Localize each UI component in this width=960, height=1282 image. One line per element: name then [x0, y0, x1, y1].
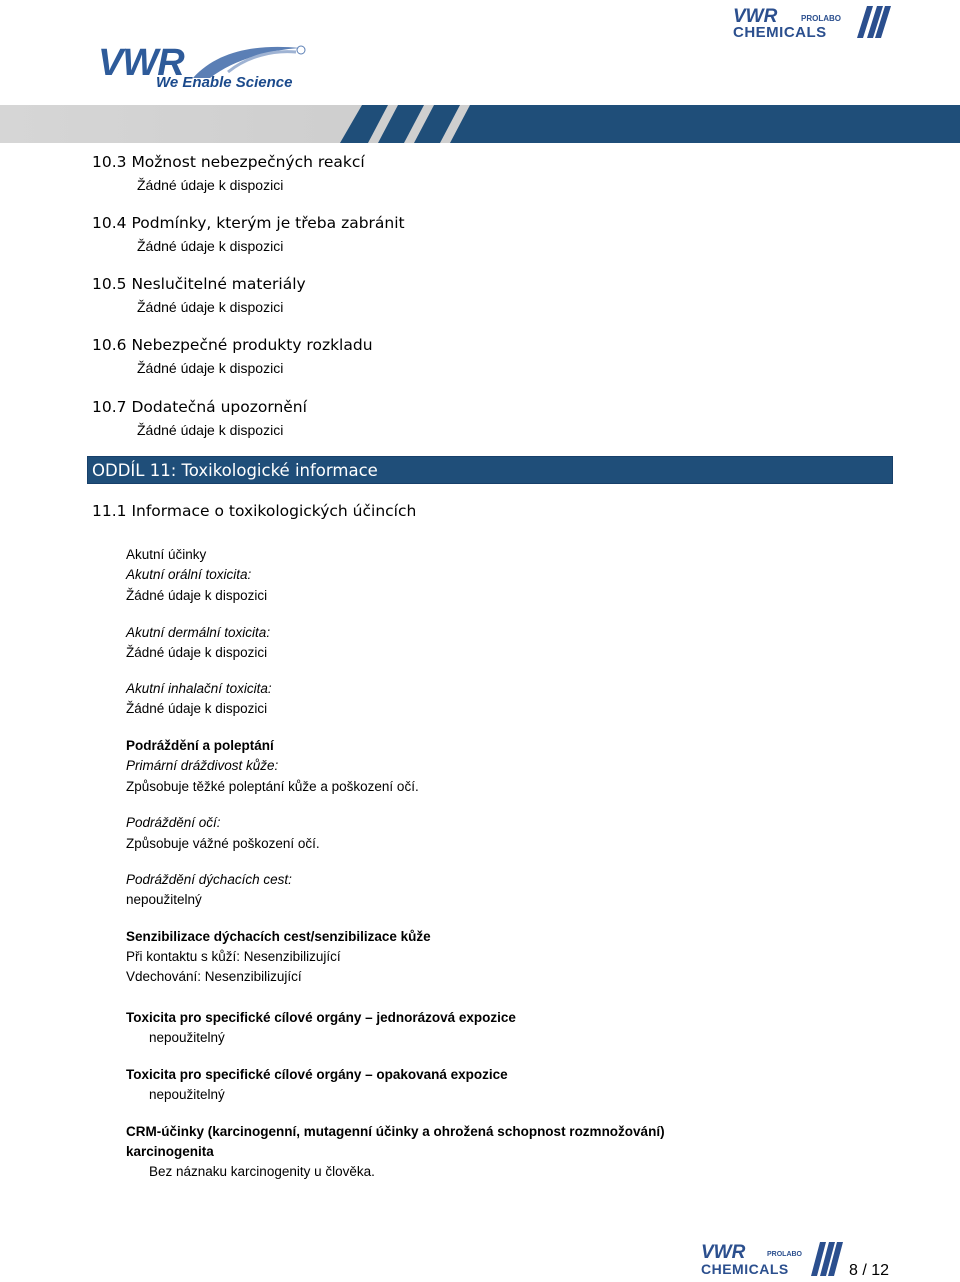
- section-heading: 10.3 Možnost nebezpečných reakcí: [92, 153, 365, 171]
- acute-inhal-value: Žádné údaje k dispozici: [126, 701, 268, 716]
- section-heading: 10.7 Dodatečná upozornění: [92, 398, 307, 416]
- irritation-title: Podráždění a poleptání: [126, 738, 274, 753]
- section-value: Žádné údaje k dispozici: [137, 238, 284, 254]
- section-band-11: [87, 456, 893, 484]
- section-heading: 10.5 Neslučitelné materiály: [92, 275, 306, 293]
- header-chevrons: [340, 105, 960, 143]
- acute-dermal-value: Žádné údaje k dispozici: [126, 645, 268, 660]
- sensitization-skin: Při kontaktu s kůží: Nesenzibilizující: [126, 949, 341, 964]
- logo-subword: CHEMICALS: [701, 1261, 789, 1277]
- section-band-title: ODDÍL 11: Toxikologické informace: [92, 461, 378, 480]
- section-heading: 10.6 Nebezpečné produkty rozkladu: [92, 336, 373, 354]
- cmr-value: Bez náznaku karcinogenity u člověka.: [149, 1164, 375, 1179]
- section-heading: 10.4 Podmínky, kterým je třeba zabránit: [92, 214, 405, 232]
- logo-wordmark: VWR: [733, 6, 778, 27]
- skin-irritation-value: Způsobuje těžké poleptání kůže a poškození očí.: [126, 779, 419, 794]
- page-number: 8 / 12: [849, 1262, 890, 1279]
- logo-badge: PROLABO: [801, 14, 841, 23]
- logo-stripes-icon: [811, 1242, 843, 1276]
- logo-wordmark: VWR: [701, 1242, 746, 1263]
- subsection-heading-11-1: 11.1 Informace o toxikologických účincích: [92, 502, 417, 520]
- resp-irritation-value: nepoužitelný: [126, 892, 202, 907]
- cmr-subtitle: karcinogenita: [126, 1144, 214, 1159]
- stot-repeat-title: Toxicita pro specifické cílové orgány – opakovaná expozice: [126, 1067, 508, 1082]
- resp-irritation-label: Podráždění dýchacích cest:: [126, 872, 292, 887]
- stot-single-value: nepoužitelný: [149, 1030, 225, 1045]
- cmr-title: CRM-účinky (karcinogenní, mutagenní účinky a ohrožená schopnost rozmnožování): [126, 1124, 665, 1139]
- skin-irritation-label: Primární dráždivost kůže:: [126, 758, 279, 773]
- vwr-main-logo: [98, 38, 313, 98]
- vwr-chemicals-logo-footer: [701, 1242, 843, 1278]
- acute-oral-value: Žádné údaje k dispozici: [126, 588, 268, 603]
- eye-irritation-value: Způsobuje vážné poškození očí.: [126, 836, 320, 851]
- eye-irritation-label: Podráždění očí:: [126, 815, 221, 830]
- section-value: Žádné údaje k dispozici: [137, 360, 284, 376]
- acute-dermal-label: Akutní dermální toxicita:: [126, 625, 271, 640]
- stot-single-title: Toxicita pro specifické cílové orgány – jednorázová expozice: [126, 1010, 516, 1025]
- vwr-chemicals-logo-header: [733, 6, 893, 40]
- section-value: Žádné údaje k dispozici: [137, 422, 284, 438]
- acute-effects-title: Akutní účinky: [126, 547, 207, 562]
- section-value: Žádné údaje k dispozici: [137, 177, 284, 193]
- stot-repeat-value: nepoužitelný: [149, 1087, 225, 1102]
- logo-tagline: We Enable Science: [156, 74, 293, 91]
- sensitization-title: Senzibilizace dýchacích cest/senzibilizace kůže: [126, 929, 431, 944]
- acute-oral-label: Akutní orální toxicita:: [126, 567, 252, 582]
- logo-subword: CHEMICALS: [733, 24, 827, 41]
- logo-wordmark: VWR: [98, 42, 184, 84]
- sensitization-inhalation: Vdechování: Nesenzibilizující: [126, 969, 302, 984]
- logo-badge: PROLABO: [767, 1251, 802, 1258]
- logo-stripes-icon: [857, 6, 891, 38]
- section-value: Žádné údaje k dispozici: [137, 299, 284, 315]
- acute-inhal-label: Akutní inhalační toxicita:: [126, 681, 272, 696]
